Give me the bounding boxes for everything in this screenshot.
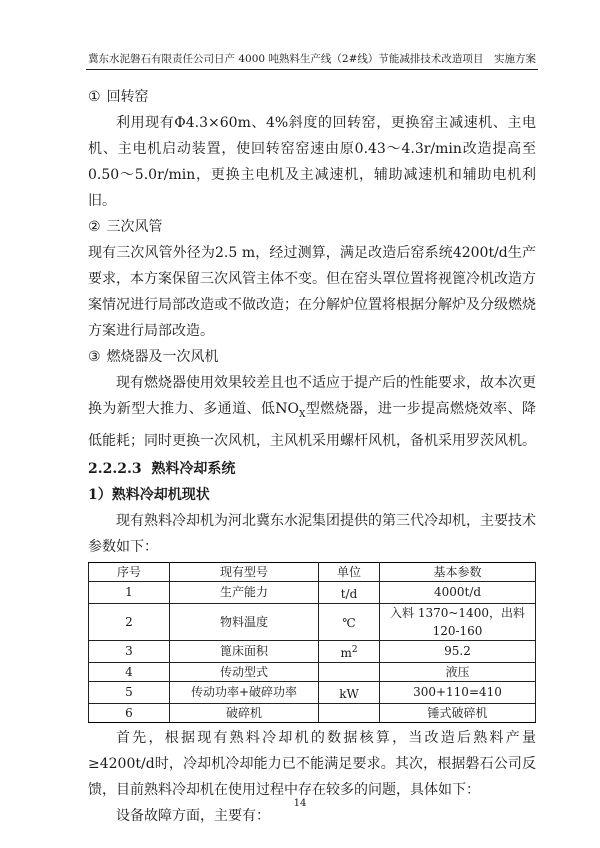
- cell-unit-text: kW: [339, 686, 359, 701]
- cell-unit: [319, 662, 380, 681]
- cell-no: 6: [89, 703, 170, 722]
- burner-marker: ③: [88, 349, 101, 365]
- table-row: [89, 581, 536, 603]
- header-project-title: 冀东水泥磐石有限责任公司日产 4000 吨熟料生产线（2#线）节能减排技术改造项目: [88, 53, 484, 65]
- kiln-marker: ①: [88, 89, 101, 105]
- tertiary-marker: ②: [88, 219, 101, 235]
- burner-para-a: 现有燃烧器使用效果较差且也不适应于提产后的性能要求，故本次更换为新型大推力、多通道、低NO: [88, 375, 536, 417]
- table-row: [89, 603, 536, 640]
- burner-paragraph: [88, 370, 536, 454]
- cell-unit: [319, 681, 380, 703]
- cell-no: 1: [89, 581, 170, 603]
- burner-para-b: 型燃烧器，进一步提高燃烧效率、降低能耗；同时更换一次风机，主风机采用螺杆风机，备机采用罗茨风机。: [88, 401, 537, 449]
- cell-unit: [319, 703, 380, 722]
- table-header-model: 现有型号: [170, 562, 319, 581]
- cell-param: 4000t/d: [380, 581, 536, 603]
- header-doc-type: 实施方案: [494, 53, 536, 65]
- cooling-heading-num: 2.2.2.3: [88, 460, 142, 477]
- table-row: [89, 703, 536, 722]
- cell-unit: [319, 640, 380, 662]
- table-row: [89, 662, 536, 681]
- cooling-heading: [88, 456, 536, 482]
- table-row: [89, 640, 536, 662]
- cell-model: 生产能力: [170, 581, 319, 603]
- tertiary-title-text: 三次风管: [106, 219, 163, 235]
- cell-unit-text: t/d: [340, 586, 358, 601]
- page-number: 14: [293, 798, 307, 809]
- kiln-title-text: 回转窑: [106, 89, 149, 105]
- table-header-no: 序号: [89, 562, 170, 581]
- cell-model: 物料温度: [170, 603, 319, 640]
- closing-paragraph: 首先，根据现有熟料冷却机的数据核算，当改造后熟料产量≥4200t/d时，冷却机冷却能力已不能满足要求。其次，根据磐石公司反馈，目前熟料冷却机在使用过程中存在较多的问题，具体如下：: [88, 729, 536, 798]
- header-rule: [86, 69, 538, 70]
- cell-unit-text: m: [340, 645, 352, 660]
- table-header-param: 基本参数: [380, 562, 536, 581]
- cell-model: 破碎机: [170, 703, 319, 722]
- cell-unit-text: ℃: [342, 616, 356, 631]
- cooler-status-heading: 1）熟料冷却机现状: [88, 486, 210, 503]
- burner-title-text: 燃烧器及一次风机: [106, 349, 219, 365]
- cell-param: 液压: [380, 662, 536, 681]
- cell-model: 篦床面积: [170, 640, 319, 662]
- cell-model: 传动型式: [170, 662, 319, 681]
- cell-no: 4: [89, 662, 170, 681]
- cell-model: 传动功率+破碎功率: [170, 681, 319, 703]
- cell-no: 5: [89, 681, 170, 703]
- cell-unit-sup: 2: [351, 644, 358, 655]
- cell-param: 300+110=410: [380, 681, 536, 703]
- kiln-paragraph: 利用现有Φ4.3×60m、4%斜度的回转窑，更换窑主减速机、主电机、主电机启动装置，使回转窑窑速由原0.43～4.3r/min改造提高至0.50～5.0r/min，更换主电机及主减速机，辅助减速机和辅助电机利旧。: [88, 115, 536, 209]
- kiln-title: [88, 84, 536, 110]
- cell-no: 2: [89, 603, 170, 640]
- cell-param: 入料 1370~1400，出料 120-160: [380, 603, 536, 640]
- burner-para-sub: X: [299, 409, 306, 420]
- burner-title: [88, 344, 536, 370]
- page-body: [88, 84, 536, 829]
- cell-param: 锤式破碎机: [380, 703, 536, 722]
- cell-unit: [319, 603, 380, 640]
- tertiary-air-title: [88, 214, 536, 240]
- table-row: [89, 681, 536, 703]
- cooling-heading-text: 熟料冷却系统: [151, 460, 236, 477]
- cooler-intro: 现有熟料冷却机为河北冀东水泥集团提供的第三代冷却机，主要技术参数如下：: [88, 512, 536, 555]
- tertiary-air-paragraph: 现有三次风管外径为2.5 m，经过测算，满足改造后窑系统4200t/d生产要求，本方案保留三次风管主体不变。但在窑头罩位置将视篦冷机改造方案情况进行局部改造或不做改造；在分解炉位置将根据分解炉及分级燃烧方案进行局部改造。: [88, 245, 536, 339]
- cell-unit: [319, 581, 380, 603]
- equipment-fault-line: 设备故障方面，主要有：: [116, 807, 270, 824]
- table-header-unit: 单位: [319, 562, 380, 581]
- cooler-params-table: [88, 562, 536, 723]
- cell-param: 95.2: [380, 640, 536, 662]
- page-header: [88, 50, 536, 68]
- table-header-row: [89, 562, 536, 581]
- cell-no: 3: [89, 640, 170, 662]
